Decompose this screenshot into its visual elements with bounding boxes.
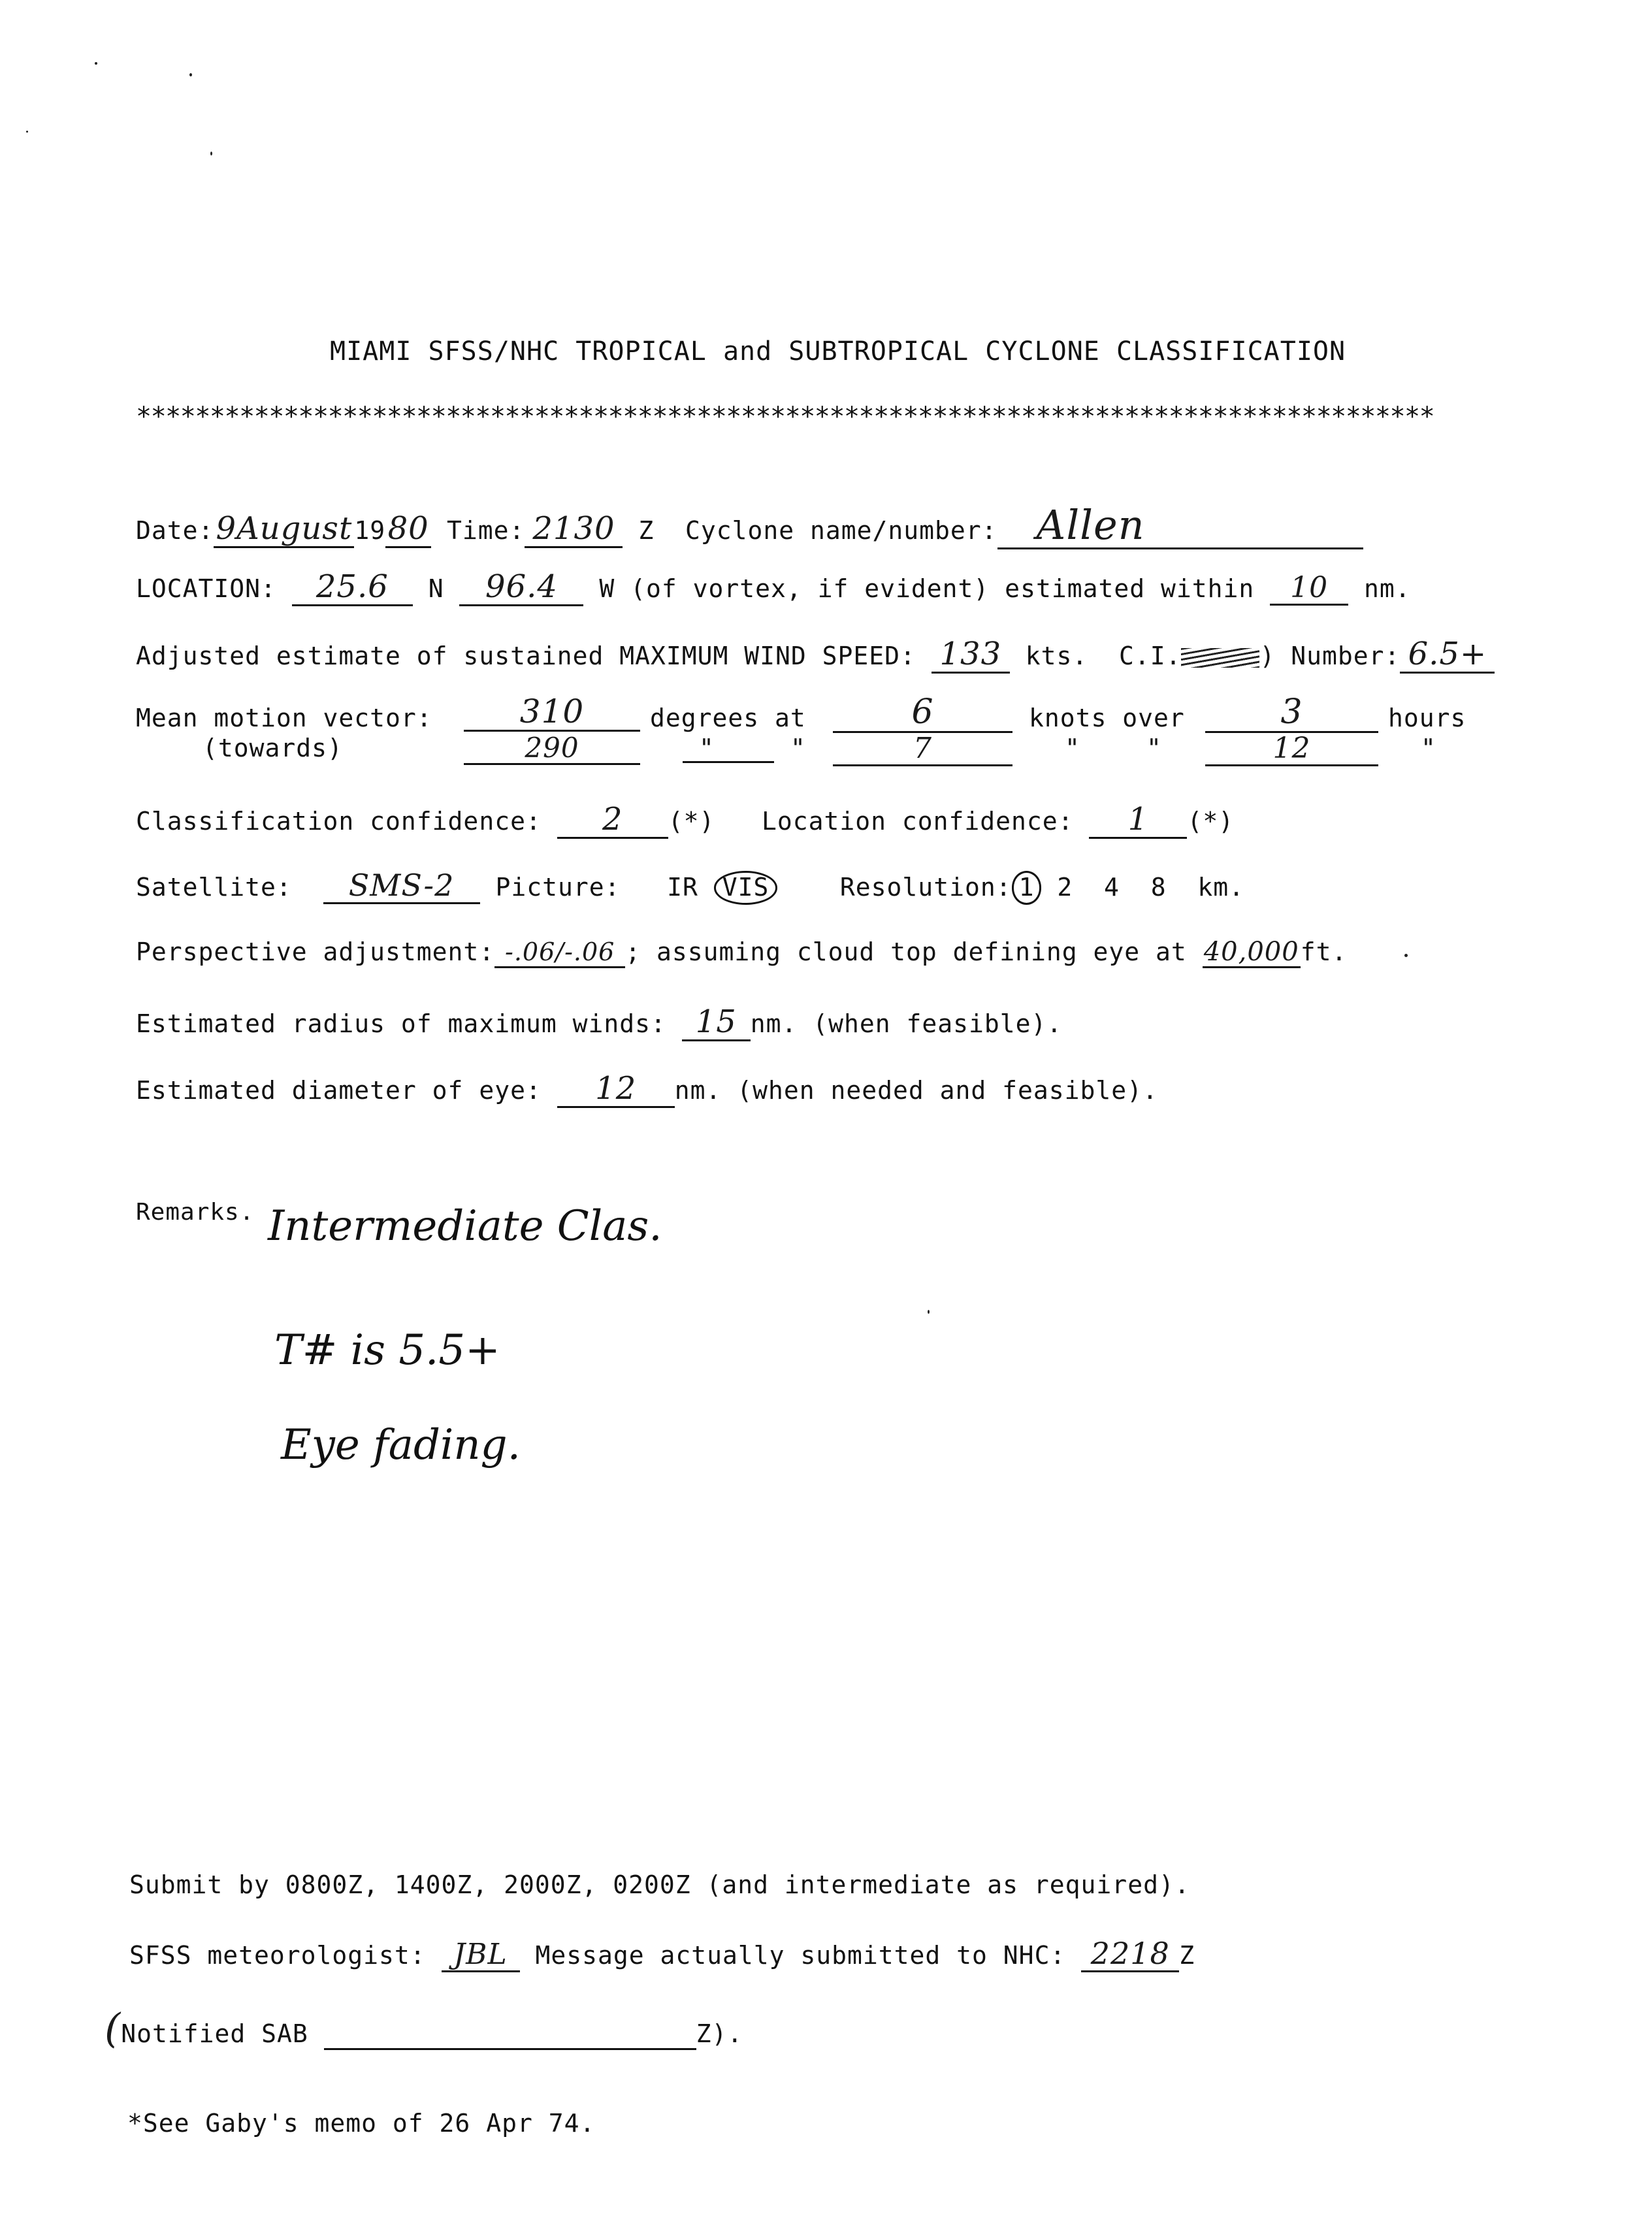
year-prefix: 19: [354, 516, 386, 545]
satellite-field[interactable]: SMS-2: [323, 869, 480, 904]
wind-speed-field[interactable]: 133: [931, 637, 1010, 674]
date-field[interactable]: 9August: [214, 512, 354, 548]
meteorologist-label: SFSS meteorologist:: [129, 1941, 426, 1970]
year-field[interactable]: 80: [385, 512, 431, 548]
number-field[interactable]: 6.5+: [1400, 637, 1495, 674]
remark-handwritten-3[interactable]: Eye fading.: [281, 1421, 521, 1469]
meteorologist-field[interactable]: JBL: [442, 1939, 520, 1972]
separator-line: ****************************************************************************************: [136, 402, 1434, 432]
confidence-line: [136, 802, 1234, 839]
scan-speck: [95, 62, 97, 65]
number-label: Number:: [1291, 642, 1401, 670]
perspective-field[interactable]: -.06/-.06: [494, 939, 625, 968]
motion-row-1: [136, 704, 432, 732]
picture-option-ir[interactable]: IR: [667, 873, 698, 902]
message-zone-z: Z: [1179, 1941, 1195, 1970]
asterisk-note-1: (*): [668, 807, 715, 836]
hours-label: hours: [1388, 704, 1466, 732]
picture-label: Picture:: [495, 873, 621, 902]
rmw-field[interactable]: 15: [682, 1005, 751, 1041]
date-label: Date:: [136, 516, 214, 545]
remarks-label: Remarks.: [136, 1199, 255, 1226]
nm-label: nm.: [1364, 574, 1411, 603]
motion-hours-2[interactable]: 12: [1205, 733, 1378, 766]
ft-label: ft.: [1300, 937, 1348, 966]
satellite-line: [136, 869, 1244, 905]
notified-sab-field[interactable]: [324, 2021, 696, 2050]
scan-speck: [210, 152, 212, 155]
cyclone-name-field[interactable]: Allen: [997, 503, 1363, 549]
remark-handwritten-2[interactable]: T# is 5.5+: [274, 1326, 500, 1375]
motion-knots-1[interactable]: 6: [833, 694, 1012, 733]
asterisk-note-2: (*): [1187, 807, 1235, 836]
date-line: [136, 503, 1363, 549]
rmw-unit-text: nm. (when feasible).: [750, 1009, 1063, 1038]
footnote: *See Gaby's memo of 26 Apr 74.: [127, 2109, 596, 2138]
notified-close: Z).: [696, 2019, 743, 2048]
ci-label: C.I.: [1118, 642, 1182, 670]
motion-degrees-1[interactable]: 310: [464, 694, 640, 732]
longitude-field[interactable]: 96.4: [459, 570, 583, 606]
time-zone-z: Z: [638, 516, 655, 545]
resolution-label: Resolution:: [839, 873, 1012, 902]
remark-handwritten-1[interactable]: Intermediate Clas.: [268, 1202, 662, 1250]
notified-line: [105, 2004, 743, 2052]
eye-line: [136, 1071, 1158, 1108]
motion-label: Mean motion vector:: [136, 704, 432, 732]
classification-confidence-field[interactable]: 2: [557, 802, 668, 839]
vortex-text: W (of vortex, if evident) estimated within: [599, 574, 1255, 603]
latitude-field[interactable]: 25.6: [292, 570, 413, 606]
perspective-text: ; assuming cloud top defining eye at: [625, 937, 1187, 966]
meteorologist-line: [129, 1937, 1195, 1972]
cyclone-label: Cyclone name/number:: [685, 516, 997, 545]
ditto-5: ": [1421, 734, 1436, 762]
kts-label: kts.: [1025, 642, 1088, 670]
time-field[interactable]: 2130: [525, 512, 623, 548]
resolution-option-8[interactable]: 8: [1150, 873, 1167, 902]
perspective-label: Perspective adjustment:: [136, 937, 495, 966]
ci-struck-out: [1181, 648, 1259, 668]
scan-speck: [1404, 954, 1408, 957]
notified-paren-mark: (: [105, 2004, 121, 2052]
satellite-label: Satellite:: [136, 873, 292, 902]
knots-over-label: knots over: [1029, 704, 1185, 732]
resolution-option-1[interactable]: 1: [1012, 871, 1042, 905]
scan-speck: [26, 131, 28, 133]
form-title: MIAMI SFSS/NHC TROPICAL and SUBTROPICAL CYCLONE CLASSIFICATION: [330, 336, 1346, 367]
location-confidence-label: Location confidence:: [762, 807, 1074, 836]
wind-label: Adjusted estimate of sustained MAXIMUM WIND SPEED:: [136, 642, 916, 670]
ditto-4: ": [1146, 734, 1162, 762]
km-label: km.: [1197, 873, 1244, 902]
motion-degrees-2[interactable]: 290: [464, 733, 640, 765]
message-submitted-label: Message actually submitted to NHC:: [535, 1941, 1066, 1970]
scan-speck: [928, 1310, 930, 1314]
submit-instructions: Submit by 0800Z, 1400Z, 2000Z, 0200Z (and intermediate as required).: [129, 1870, 1190, 1899]
rmw-line: [136, 1005, 1062, 1041]
location-confidence-field[interactable]: 1: [1089, 802, 1187, 839]
scan-speck: [189, 73, 192, 76]
eye-diameter-label: Estimated diameter of eye:: [136, 1076, 542, 1105]
ditto-underline: [683, 761, 774, 763]
resolution-option-2[interactable]: 2: [1057, 873, 1073, 902]
motion-hours-1[interactable]: 3: [1205, 694, 1378, 733]
picture-option-vis[interactable]: VIS: [714, 871, 778, 905]
degrees-at-label: degrees at: [650, 704, 806, 732]
ditto-2: ": [790, 734, 806, 762]
motion-knots-2[interactable]: 7: [833, 733, 1012, 766]
wind-line: Adjusted estimate of sustained MAXIMUM WIND SPEED: 133 kts. C.I. ) Number: 6.5+: [136, 637, 1495, 674]
within-field[interactable]: 10: [1270, 572, 1348, 606]
cloud-top-height-field[interactable]: 40,000: [1203, 937, 1301, 968]
perspective-line: [136, 937, 1347, 968]
motion-towards: (towards): [202, 734, 343, 762]
notified-label: Notified SAB: [121, 2019, 308, 2048]
location-line: [136, 570, 1411, 606]
classification-confidence-label: Classification confidence:: [136, 807, 542, 836]
time-label: Time:: [447, 516, 525, 545]
north-label: N: [428, 574, 444, 603]
ditto-3: ": [1065, 734, 1080, 762]
eye-unit-text: nm. (when needed and feasible).: [674, 1076, 1158, 1105]
message-time-field[interactable]: 2218: [1081, 1937, 1179, 1972]
rmw-label: Estimated radius of maximum winds:: [136, 1009, 666, 1038]
resolution-option-4[interactable]: 4: [1104, 873, 1120, 902]
eye-diameter-field[interactable]: 12: [557, 1071, 675, 1108]
location-label: LOCATION:: [136, 574, 276, 603]
ditto-1: ": [699, 734, 715, 762]
